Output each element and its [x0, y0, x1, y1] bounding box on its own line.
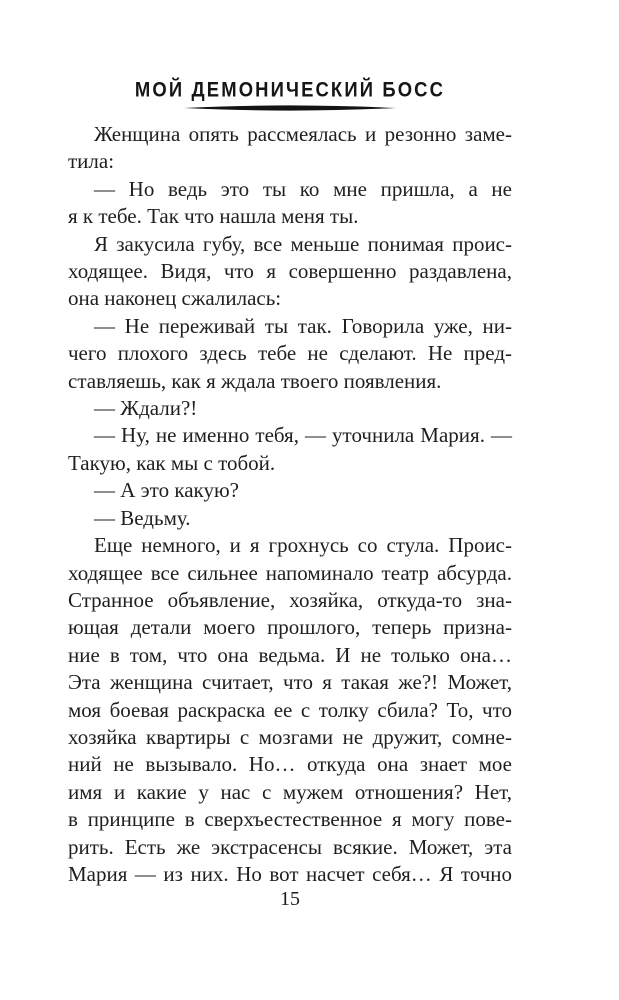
- paragraph: [68, 176, 512, 231]
- text-line: ходящее. Видя, что я совершенно раздавлена,: [68, 259, 512, 284]
- text-line: — Ну, не именно тебя, — уточнила Мария. —: [94, 423, 512, 448]
- text-line: моя боевая раскраска ее с толку сбила? То, что: [68, 697, 512, 722]
- text-line: Я закусила губу, все меньше понимая проис-: [94, 231, 512, 256]
- text-line: хозяйка квартиры с мозгами не дружит, сомне-: [68, 724, 512, 749]
- page-body: [68, 121, 512, 888]
- text-line: ставляешь, как я ждала твоего появления.: [68, 368, 442, 393]
- divider-ornament: [184, 104, 396, 112]
- paragraph: [68, 395, 512, 422]
- running-header-title: МОЙ ДЕМОНИЧЕСКИЙ БОСС: [134, 78, 446, 102]
- text-line: ний не вызывало. Но… откуда она знает мое: [68, 752, 512, 777]
- text-line: — Но ведь это ты ко мне пришла, а не: [94, 176, 512, 201]
- paragraph: [68, 505, 512, 532]
- text-line: — А это какую?: [94, 478, 239, 503]
- paragraph: [68, 477, 512, 504]
- text-line: я к тебе. Так что нашла меня ты.: [68, 204, 359, 229]
- text-line: рить. Есть же экстрасенсы всякие. Может, эта: [68, 834, 512, 859]
- text-line: ние в том, что она ведьма. И не только она…: [68, 642, 512, 667]
- text-line: в принципе в сверхъестественное я могу пове-: [68, 807, 512, 832]
- text-line: Эта женщина считает, что я такая же?! Может,: [68, 670, 512, 695]
- text-line: Странное объявление, хозяйка, откуда-то зна-: [68, 587, 512, 612]
- paragraph: [68, 422, 512, 477]
- paragraph: [68, 121, 512, 176]
- text-line: Такую, как мы с тобой.: [68, 450, 276, 475]
- text-line: — Ведьму.: [94, 505, 191, 530]
- text-line: чего плохого здесь тебе не сделают. Не пред-: [68, 341, 512, 366]
- paragraph: [68, 313, 512, 395]
- text-line: — Ждали?!: [94, 396, 198, 421]
- text-line: имя и какие у нас с мужем отношения? Нет,: [68, 779, 512, 804]
- text-line: — Не переживай ты так. Говорила уже, ни-: [94, 313, 512, 338]
- text-line: ющая детали моего прошлого, теперь призна-: [68, 615, 512, 640]
- text-line: Еще немного, и я грохнусь со стула. Проис-: [94, 533, 512, 558]
- text-line: она наконец сжалилась:: [68, 286, 282, 311]
- paragraph: [68, 231, 512, 313]
- text-line: тила:: [68, 149, 115, 174]
- text-line: Мария — из них. Но вот насчет себя… Я точно: [68, 861, 512, 886]
- page-number: 15: [280, 888, 300, 910]
- text-line: Женщина опять рассмеялась и резонно заме-: [94, 122, 512, 146]
- text-line: ходящее все сильнее напоминало театр абсурда.: [68, 560, 512, 585]
- text-block: [68, 0, 512, 1000]
- spindle-rule-icon: [184, 104, 396, 112]
- paragraph: [68, 532, 512, 888]
